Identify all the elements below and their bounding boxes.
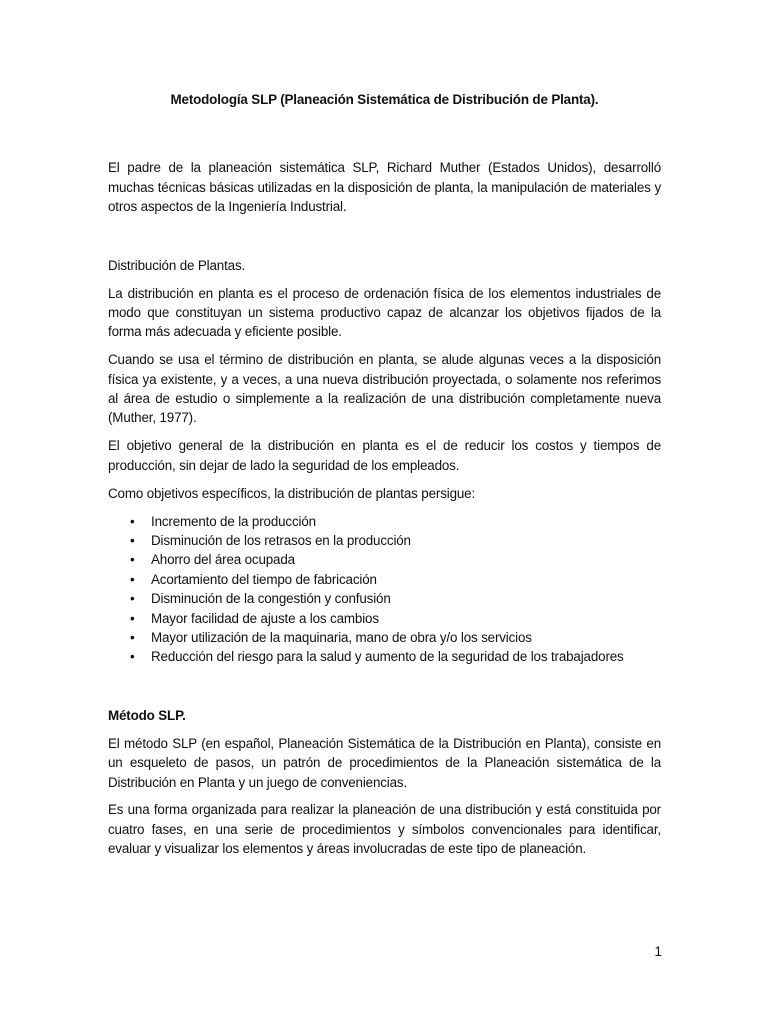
list-item	[108, 647, 661, 666]
list-item	[108, 628, 661, 647]
paragraph-slp-phases: Es una forma organizada para realizar la planeación de una distribución y está constituida por cuatro fases, en una serie de procedimientos y símbolos convencionales para identificar, evaluar y visualizar los elementos y áreas involucradas de este tipo de planeación.	[108, 802, 661, 857]
section-heading-metodo-slp: Método SLP.	[108, 707, 186, 723]
paragraph-slp-definition: El método SLP (en español, Planeación Sistemática de la Distribución en Planta), consiste en un esqueleto de pasos, un patrón de procedimientos de la Planeación sistemática de la Distribución en Planta y un juego de conveniencias.	[108, 735, 661, 790]
list-item-text: Reducción del riesgo para la salud y aumento de la seguridad de los trabajadores	[151, 649, 624, 665]
paragraph-definition: La distribución en planta es el proceso de ordenación física de los elementos industriales de modo que constituyan un sistema productivo capaz de alcanzar los objetivos fijados de la forma más adecuada y eficiente posible.	[108, 285, 661, 340]
objectives-list	[108, 512, 661, 667]
document-title: Metodología SLP (Planeación Sistemática de Distribución de Planta).	[170, 92, 599, 107]
list-item	[108, 531, 661, 550]
bullet-icon: •	[130, 630, 135, 646]
bullet-icon: •	[130, 591, 135, 607]
list-item-text: Acortamiento del tiempo de fabricación	[151, 571, 377, 587]
list-item-text: Mayor facilidad de ajuste a los cambios	[151, 610, 379, 626]
list-item	[108, 570, 661, 589]
document-body	[108, 90, 661, 867]
list-item	[108, 589, 661, 608]
list-item-text: Mayor utilización de la maquinaria, mano de obra y/o los servicios	[151, 630, 532, 646]
list-item	[108, 609, 661, 628]
bullet-icon: •	[130, 571, 135, 587]
bullet-icon: •	[130, 610, 135, 626]
bullet-icon: •	[130, 513, 135, 529]
section-heading-distribucion: Distribución de Plantas.	[108, 257, 246, 273]
list-item-text: Disminución de la congestión y confusión	[151, 591, 391, 607]
list-item-text: Ahorro del área ocupada	[151, 552, 295, 568]
intro-paragraph: El padre de la planeación sistemática SLP, Richard Muther (Estados Unidos), desarrolló muchas técnicas básicas utilizadas en la disposición de planta, la manipulación de materiales y otros aspectos de la Ingeniería Industrial.	[108, 160, 661, 215]
bullet-icon: •	[130, 533, 135, 548]
bullet-icon: •	[130, 649, 135, 665]
list-item	[108, 512, 661, 531]
bullet-icon: •	[130, 552, 135, 568]
list-item-text: Disminución de los retrasos en la producción	[151, 533, 411, 548]
page-number: 1	[654, 944, 662, 959]
paragraph-general-objective: El objetivo general de la distribución en planta es el de reducir los costos y tiempos de producción, sin dejar de lado la seguridad de los empleados.	[108, 438, 661, 473]
paragraph-term-usage: Cuando se usa el término de distribución en planta, se alude algunas veces a la disposición física ya existente, y a veces, a una nueva distribución proyectada, o solamente nos referimos al área de estudio o simplemente a la realización de una distribución completamente nueva (Muther, 1977).	[108, 352, 661, 426]
paragraph-specific-objectives-intro: Como objetivos específicos, la distribución de plantas persigue:	[108, 485, 476, 501]
list-item	[108, 550, 661, 569]
list-item-text: Incremento de la producción	[151, 513, 316, 529]
